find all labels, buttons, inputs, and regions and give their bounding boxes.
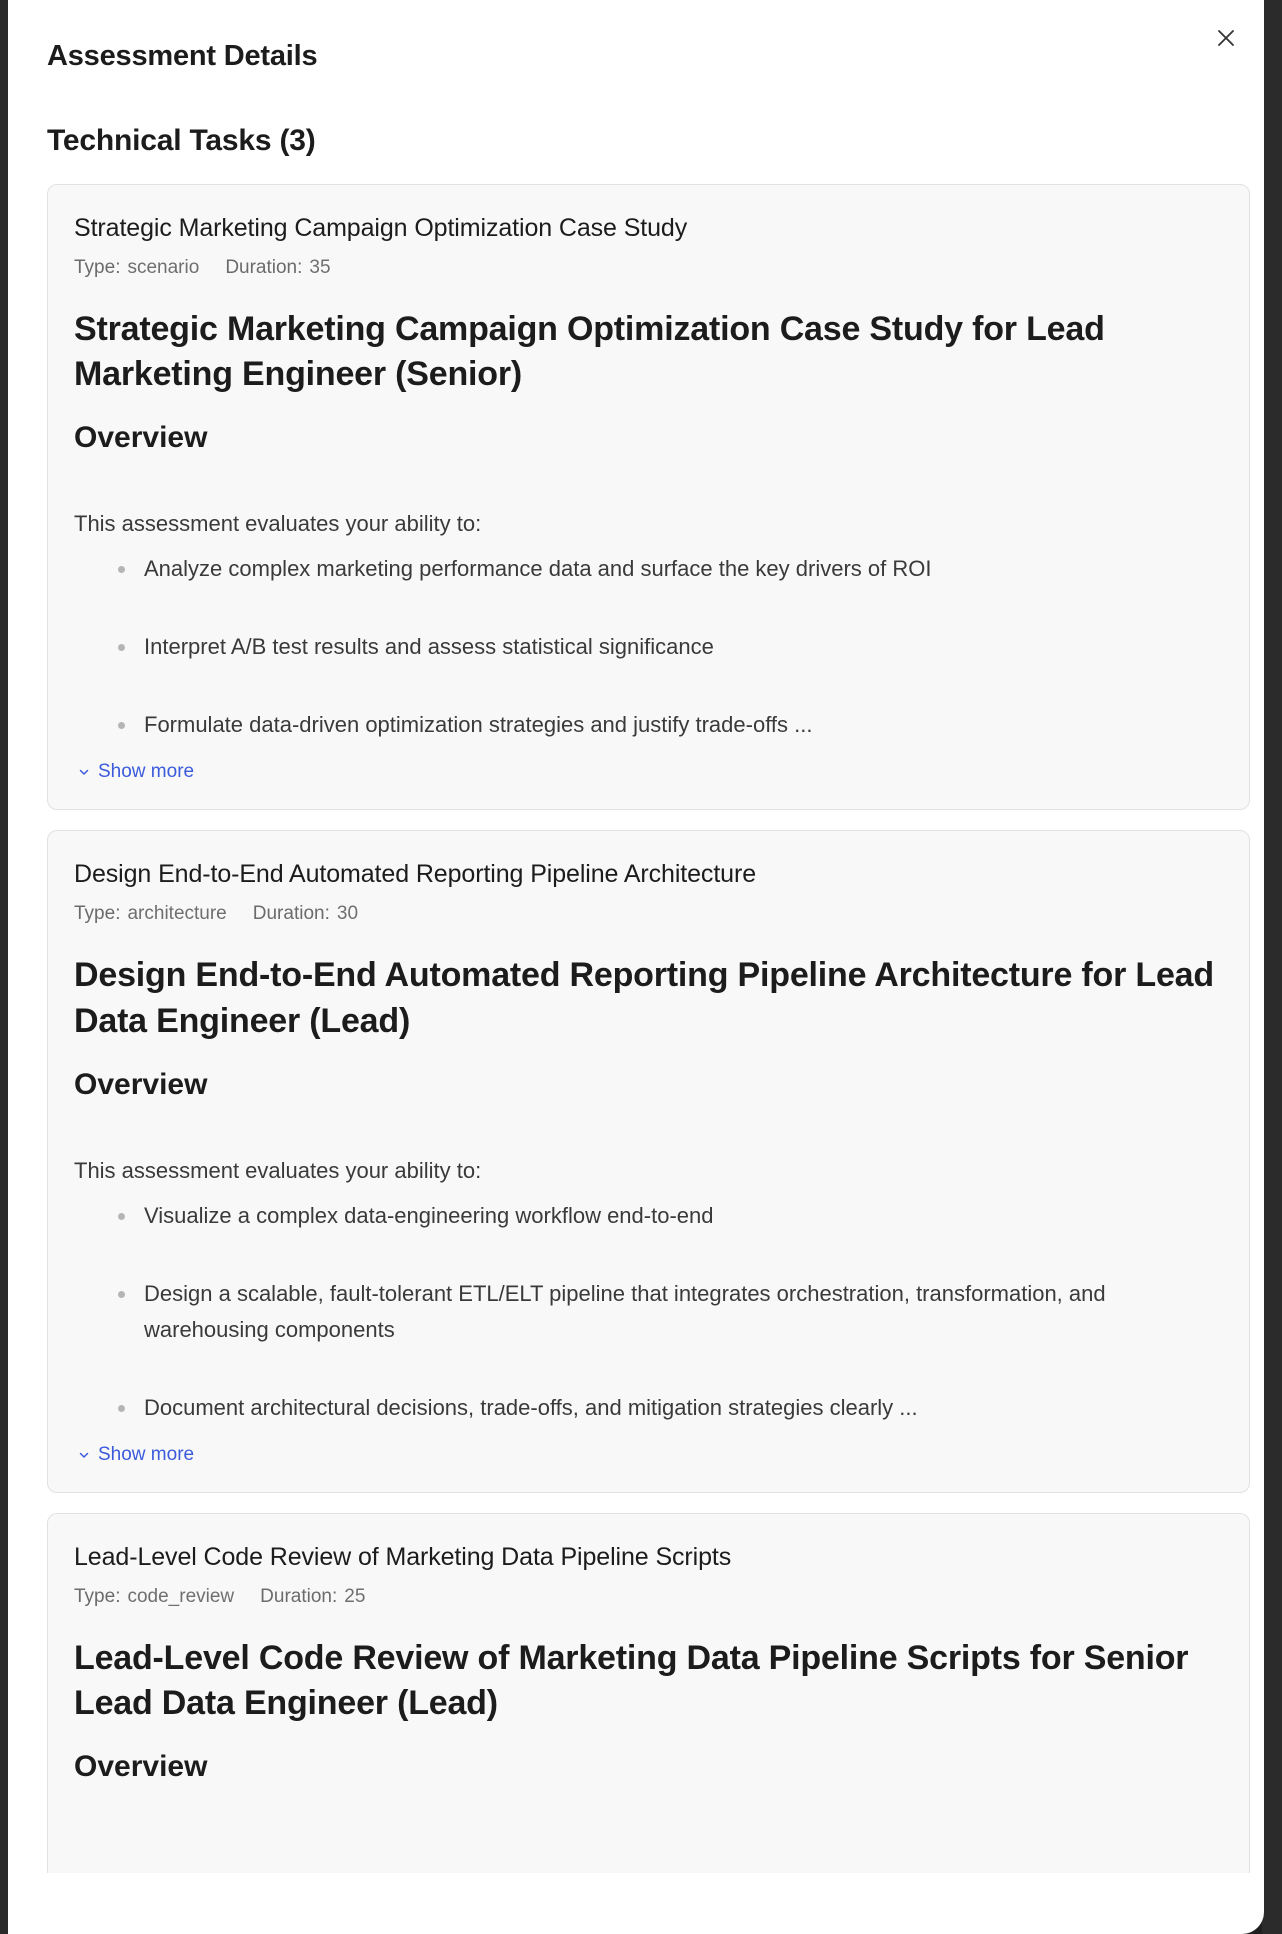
task-name: Strategic Marketing Campaign Optimization Case Study xyxy=(74,214,688,242)
duration-value: 25 xyxy=(344,1585,366,1607)
overview-heading: Overview xyxy=(74,1067,208,1101)
task-heading: Lead-Level Code Review of Marketing Data Pipeline Scripts for Senior Lead Data Engineer (Lead) xyxy=(74,1638,1189,1723)
list-item-text: Analyze complex marketing performance data and surface the key drivers of ROI xyxy=(144,556,932,582)
task-meta xyxy=(74,1586,1223,1608)
list-item-text: Design a scalable, fault-tolerant ETL/ELT pipeline that integrates orchestration, transformation, and warehousing components xyxy=(144,1280,1106,1342)
overview-heading: Overview xyxy=(74,421,208,455)
duration-value: 35 xyxy=(309,257,331,278)
duration-label: Duration: xyxy=(252,903,330,925)
list-item xyxy=(118,551,1223,587)
task-meta xyxy=(74,257,1223,279)
type-label: Type: xyxy=(74,257,121,278)
panel-title: Assessment Details xyxy=(47,40,318,72)
task-card-1 xyxy=(47,184,1250,810)
close-icon xyxy=(1217,29,1235,47)
task-card-2 xyxy=(47,830,1250,1492)
list-item xyxy=(118,629,1223,665)
show-more-button[interactable] xyxy=(74,761,194,783)
bullet-dot-icon xyxy=(118,1291,125,1298)
type-value: code_review xyxy=(127,1585,235,1607)
show-more-label: Show more xyxy=(98,1443,195,1465)
backdrop-right xyxy=(1262,0,1282,1934)
ability-list xyxy=(74,1198,1223,1426)
list-item xyxy=(118,1276,1223,1348)
ability-list xyxy=(74,551,1223,743)
intro-text: This assessment evaluates your ability to: xyxy=(74,511,482,537)
type-label: Type: xyxy=(74,903,121,925)
list-item xyxy=(118,707,1223,743)
duration-label: Duration: xyxy=(260,1585,338,1607)
type-value: architecture xyxy=(127,903,227,925)
chevron-down-icon xyxy=(78,766,90,778)
section-title: Technical Tasks (3) xyxy=(47,124,316,157)
close-button[interactable] xyxy=(1210,22,1242,54)
bullet-dot-icon xyxy=(118,722,125,729)
task-name: Design End-to-End Automated Reporting Pipeline Architecture xyxy=(74,860,757,889)
assessment-details-panel xyxy=(8,0,1264,1934)
task-heading: Design End-to-End Automated Reporting Pipeline Architecture for Lead Data Engineer (Lead) xyxy=(74,956,1214,1040)
list-item-text: Visualize a complex data-engineering workflow end-to-end xyxy=(144,1202,714,1228)
task-list xyxy=(47,184,1250,1893)
bullet-dot-icon xyxy=(118,566,125,573)
task-name: Lead-Level Code Review of Marketing Data Pipeline Scripts xyxy=(74,1542,732,1571)
list-item-text: Formulate data-driven optimization strategies and justify trade-offs ... xyxy=(144,712,813,738)
chevron-down-icon xyxy=(78,1449,90,1461)
show-more-label: Show more xyxy=(98,761,195,783)
list-item-text: Interpret A/B test results and assess statistical significance xyxy=(144,634,714,660)
bullet-dot-icon xyxy=(118,644,125,651)
bullet-dot-icon xyxy=(118,1405,125,1412)
list-item xyxy=(118,1198,1223,1234)
bullet-dot-icon xyxy=(118,1213,125,1220)
overview-heading: Overview xyxy=(74,1750,208,1784)
type-label: Type: xyxy=(74,1585,121,1607)
duration-value: 30 xyxy=(336,903,359,925)
task-card-3 xyxy=(47,1513,1250,1873)
task-heading: Strategic Marketing Campaign Optimization Case Study for Lead Marketing Engineer (Senior) xyxy=(74,310,1105,394)
list-item xyxy=(118,1390,1223,1426)
task-meta xyxy=(74,903,1223,925)
list-item-text: Document architectural decisions, trade-offs, and mitigation strategies clearly ... xyxy=(144,1394,918,1420)
duration-label: Duration: xyxy=(225,257,303,278)
type-value: scenario xyxy=(127,257,200,278)
intro-text: This assessment evaluates your ability to: xyxy=(74,1157,482,1183)
show-more-button[interactable] xyxy=(74,1444,194,1466)
